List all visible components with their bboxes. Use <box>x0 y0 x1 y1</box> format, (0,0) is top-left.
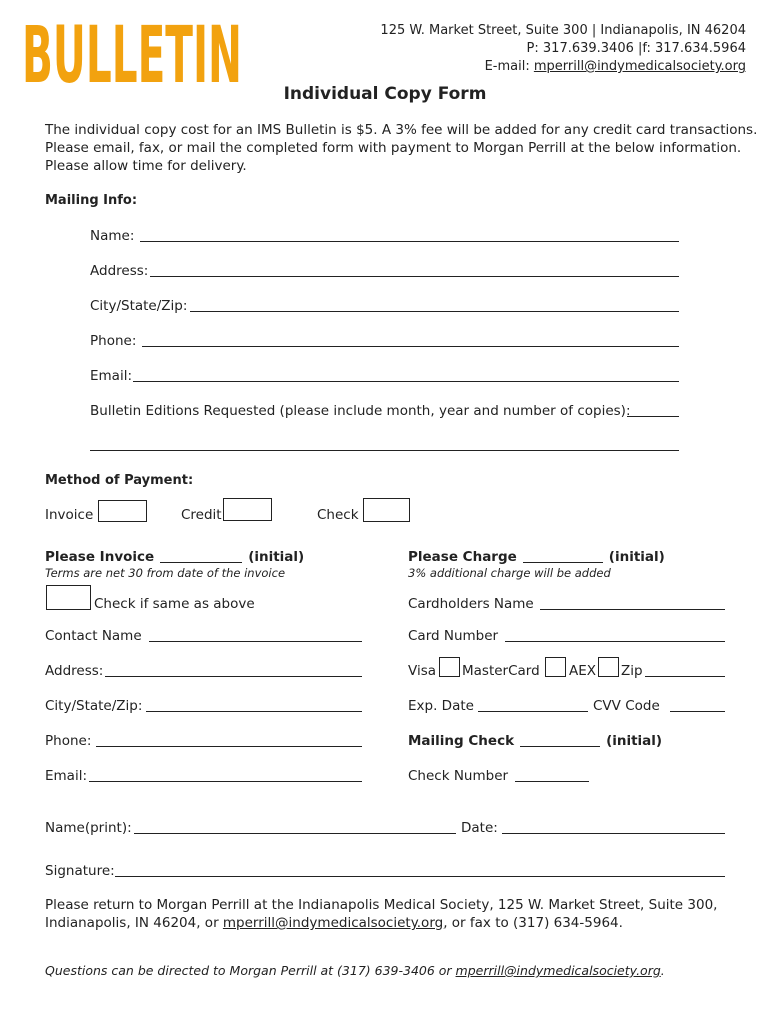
date-field[interactable] <box>502 833 725 834</box>
page-title: Individual Copy Form <box>283 84 487 104</box>
charge-visa-label: Visa <box>408 663 436 679</box>
invoice-email-label: Email: <box>45 768 88 784</box>
charge-mastercard-label: MasterCard <box>462 663 540 679</box>
mailing-check-heading <box>408 733 662 749</box>
invoice-terms: Terms are net 30 from date of the invoice <box>45 566 286 580</box>
charge-heading-label: Please Charge <box>408 549 517 565</box>
invoice-contact-label: Contact Name <box>45 628 142 644</box>
header-email-line <box>485 58 746 75</box>
footer-line-2-prefix: Indianapolis, IN 46204, or <box>45 915 223 931</box>
invoice-contact-field[interactable] <box>149 641 362 642</box>
charge-heading <box>408 549 665 565</box>
mailing-editions-label: Bulletin Editions Requested (please include month, year and number of copies): <box>90 403 631 419</box>
invoice-address-label: Address: <box>45 663 104 679</box>
mailing-check-label: Mailing Check <box>408 733 515 749</box>
invoice-heading-suffix: (initial) <box>248 549 305 565</box>
mailing-check-suffix: (initial) <box>606 733 663 749</box>
charge-zip-label: Zip <box>621 663 643 679</box>
name-print-label: Name(print): <box>45 820 132 836</box>
payment-invoice-checkbox[interactable] <box>98 500 147 522</box>
invoice-phone-field[interactable] <box>96 746 362 747</box>
bulletin-logo <box>22 18 244 86</box>
mailing-address-field[interactable] <box>150 276 679 277</box>
charge-check-number-label: Check Number <box>408 768 509 784</box>
charge-exp-label: Exp. Date <box>408 698 474 714</box>
mailing-editions-field[interactable] <box>627 416 679 417</box>
mailing-email-field[interactable] <box>133 381 679 382</box>
payment-credit-label: Credit <box>181 507 222 523</box>
mailing-city-label: City/State/Zip: <box>90 298 188 314</box>
charge-note: 3% additional charge will be added <box>408 566 611 580</box>
mailing-phone-field[interactable] <box>142 346 679 347</box>
invoice-same-label: Check if same as above <box>94 596 255 612</box>
mailing-city-field[interactable] <box>190 311 679 312</box>
payment-heading: Method of Payment: <box>45 473 194 488</box>
questions-prefix: Questions can be directed to Morgan Perrill at (317) 639-3406 or <box>45 963 456 978</box>
charge-heading-suffix: (initial) <box>608 549 665 565</box>
charge-cvv-label: CVV Code <box>593 698 660 714</box>
charge-aex-label: AEX <box>569 663 597 679</box>
logo-text: BULLETIN <box>22 18 242 86</box>
invoice-phone-label: Phone: <box>45 733 92 749</box>
charge-card-number-field[interactable] <box>505 641 725 642</box>
invoice-same-checkbox[interactable] <box>46 585 91 610</box>
invoice-address-field[interactable] <box>105 676 362 677</box>
charge-cardholder-field[interactable] <box>540 609 725 610</box>
payment-credit-checkbox[interactable] <box>223 498 272 521</box>
invoice-heading <box>45 549 304 565</box>
header-phone: P: 317.639.3406 |f: 317.634.5964 <box>526 41 746 56</box>
mailing-address-label: Address: <box>90 263 149 279</box>
header-email-link[interactable]: mperrill@indymedicalsociety.org <box>533 59 746 74</box>
charge-cvv-field[interactable] <box>670 711 725 712</box>
signature-label: Signature: <box>45 863 115 879</box>
intro-line-1: The individual copy cost for an IMS Bulletin is $5. A 3% fee will be added for any credit card transactions. <box>45 122 758 138</box>
intro-line-3: Please allow time for delivery. <box>45 158 247 174</box>
invoice-email-field[interactable] <box>89 781 362 782</box>
questions-line <box>45 963 665 978</box>
footer-line-2-suffix: , or fax to (317) 634-5964. <box>443 915 623 931</box>
mailing-email-label: Email: <box>90 368 133 384</box>
charge-visa-checkbox[interactable] <box>439 657 460 677</box>
charge-exp-field[interactable] <box>478 711 588 712</box>
intro-line-2: Please email, fax, or mail the completed form with payment to Morgan Perrill at the below information. <box>45 140 742 156</box>
charge-mastercard-checkbox[interactable] <box>545 657 566 677</box>
mailing-name-field[interactable] <box>140 241 679 242</box>
mailing-name-label: Name: <box>90 228 135 244</box>
name-print-field[interactable] <box>134 833 456 834</box>
mailing-phone-label: Phone: <box>90 333 137 349</box>
signature-field[interactable] <box>115 876 725 877</box>
questions-suffix: . <box>660 963 665 978</box>
footer-email-link[interactable]: mperrill@indymedicalsociety.org <box>222 915 444 931</box>
invoice-city-field[interactable] <box>146 711 362 712</box>
header-email-label: E-mail: <box>484 59 534 74</box>
date-label: Date: <box>461 820 498 836</box>
invoice-city-label: City/State/Zip: <box>45 698 143 714</box>
charge-cardholder-label: Cardholders Name <box>408 596 534 612</box>
footer-line-2 <box>45 915 623 931</box>
header-address: 125 W. Market Street, Suite 300 | Indianapolis, IN 46204 <box>380 23 746 38</box>
charge-card-number-label: Card Number <box>408 628 499 644</box>
invoice-initial-field[interactable] <box>160 551 242 563</box>
footer-line-1: Please return to Morgan Perrill at the Indianapolis Medical Society, 125 W. Market Street, Suite 300, <box>45 897 718 913</box>
charge-aex-checkbox[interactable] <box>598 657 619 677</box>
charge-zip-field[interactable] <box>645 676 725 677</box>
invoice-heading-label: Please Invoice <box>45 549 155 565</box>
payment-check-checkbox[interactable] <box>363 498 410 522</box>
mailing-heading: Mailing Info: <box>45 193 138 208</box>
questions-email-link[interactable]: mperrill@indymedicalsociety.org <box>455 963 661 978</box>
charge-initial-field[interactable] <box>523 551 603 563</box>
payment-check-label: Check <box>317 507 359 523</box>
mailing-check-initial-field[interactable] <box>520 735 600 747</box>
charge-check-number-field[interactable] <box>515 781 589 782</box>
payment-invoice-label: Invoice <box>45 507 94 523</box>
mailing-editions-field-2[interactable] <box>90 450 679 451</box>
